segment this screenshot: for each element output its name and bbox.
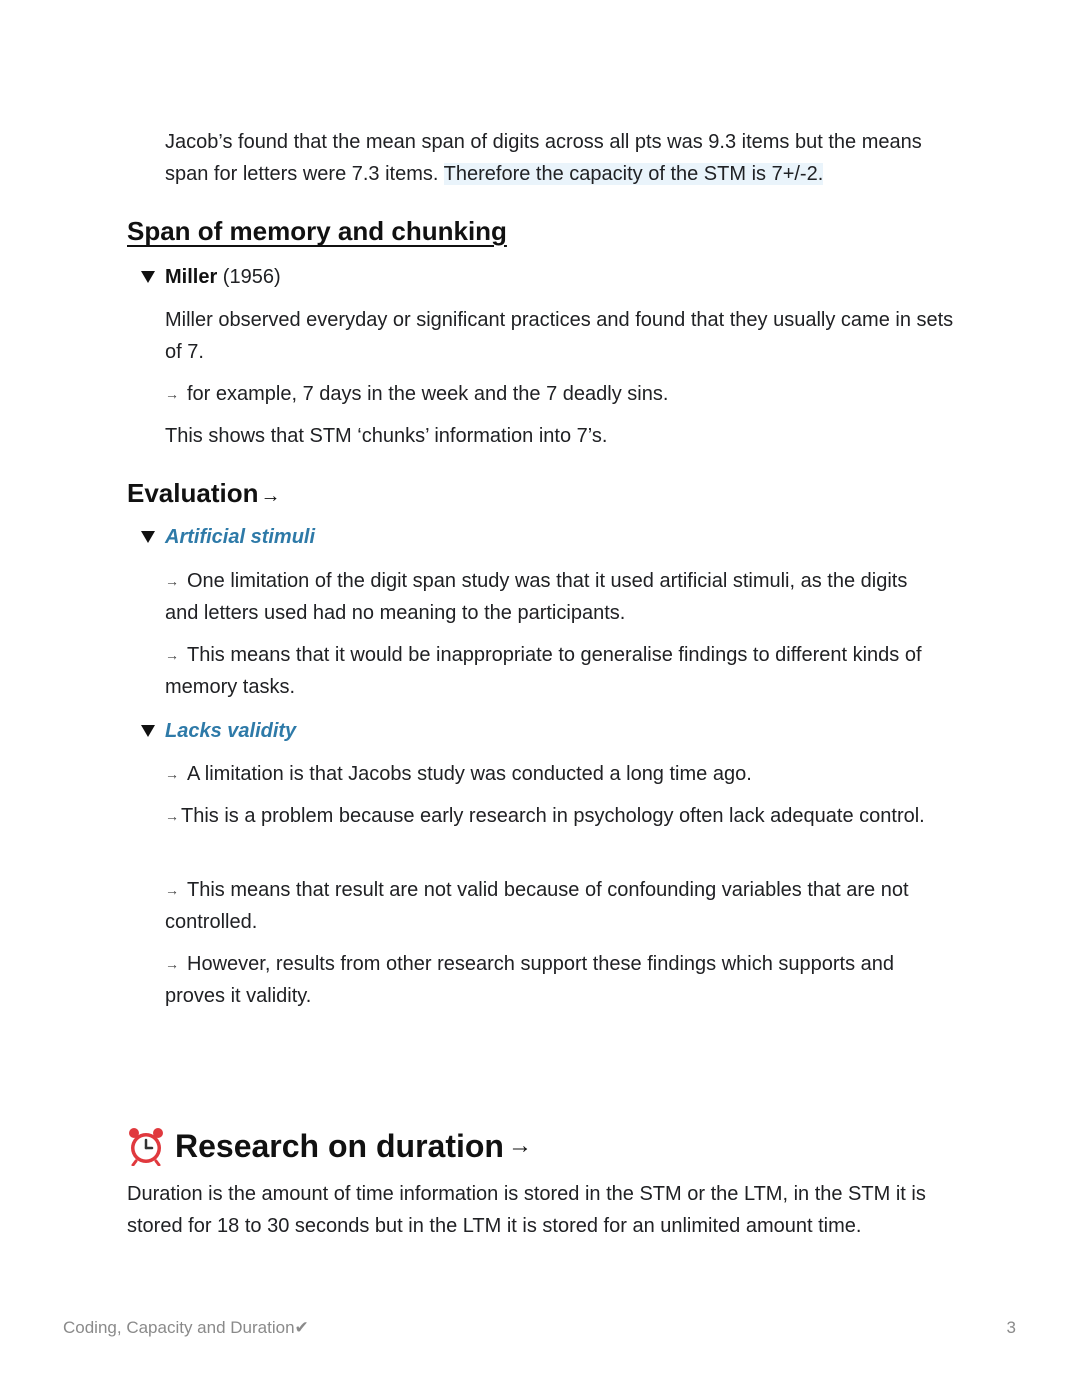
toggle-miller-year: (1956) xyxy=(217,266,281,288)
arrow-icon: → xyxy=(507,1132,532,1159)
artificial-point-2-text: This means that it would be inappropriate to generalise findings to different kinds of memory tasks. xyxy=(165,644,922,698)
intro-text: Jacob’s found that the mean span of digits across all pts was 9.3 items but the means span for letters were 7.3 items. xyxy=(165,131,922,185)
duration-heading xyxy=(127,1126,532,1166)
arrow-icon: → xyxy=(165,766,179,782)
validity-point-2 xyxy=(165,800,925,832)
toggle-artificial-stimuli-title: Artificial stimuli xyxy=(165,526,316,548)
toggle-miller-name: Miller xyxy=(165,266,218,288)
validity-point-4 xyxy=(165,948,955,1012)
page-number: 3 xyxy=(1006,1318,1016,1337)
validity-point-1 xyxy=(165,758,965,790)
toggle-miller[interactable] xyxy=(141,263,281,291)
arrow-icon: → xyxy=(165,647,179,663)
arrow-icon: → xyxy=(260,485,281,507)
evaluation-heading xyxy=(127,478,280,509)
arrow-icon: → xyxy=(165,956,179,972)
arrow-icon: → xyxy=(165,882,179,898)
arrow-icon: → xyxy=(165,386,179,402)
intro-paragraph xyxy=(165,126,965,190)
miller-example xyxy=(165,378,965,410)
validity-point-2-text: This is a problem because early research in psychology often lack adequate control. xyxy=(181,805,925,827)
miller-conclusion: This shows that STM ‘chunks’ information into 7’s. xyxy=(165,425,608,447)
span-heading: Span of memory and chunking xyxy=(127,216,507,246)
miller-example-text: for example, 7 days in the week and the 7 deadly sins. xyxy=(187,383,669,405)
arrow-icon: → xyxy=(165,573,179,589)
toggle-lacks-validity-title: Lacks validity xyxy=(165,720,297,742)
artificial-point-2 xyxy=(165,639,965,703)
toggle-triangle-icon[interactable] xyxy=(141,725,155,737)
toggle-triangle-icon[interactable] xyxy=(141,531,155,543)
validity-point-3 xyxy=(165,874,935,938)
highlighted-conclusion: Therefore the capacity of the STM is 7+/-2. xyxy=(443,163,824,185)
miller-paragraph: Miller observed everyday or significant practices and found that they usually came in sets of 7. xyxy=(165,309,954,363)
validity-point-3-text: This means that result are not valid because of confounding variables that are not controlled. xyxy=(165,879,909,933)
validity-point-1-text: A limitation is that Jacobs study was conducted a long time ago. xyxy=(187,763,752,785)
artificial-point-1-text: One limitation of the digit span study was that it used artificial stimuli, as the digits and letters used had no meaning to the participants. xyxy=(165,570,908,624)
validity-point-4-text: However, results from other research support these findings which supports and proves it validity. xyxy=(165,953,895,1007)
toggle-lacks-validity[interactable] xyxy=(141,717,296,745)
duration-heading-text: Research on duration xyxy=(175,1127,504,1164)
arrow-icon: → xyxy=(165,808,179,824)
evaluation-heading-text: Evaluation xyxy=(127,478,259,508)
alarm-clock-icon xyxy=(127,1126,165,1166)
duration-paragraph: Duration is the amount of time information is stored in the STM or the LTM, in the STM it is stored for 18 to 30 seconds but in the LTM it is stored for an unlimited amount time. xyxy=(127,1183,926,1237)
toggle-triangle-icon[interactable] xyxy=(141,271,155,283)
toggle-artificial-stimuli[interactable] xyxy=(141,523,315,551)
artificial-point-1 xyxy=(165,565,925,629)
footer-title: Coding, Capacity and Duration✔ xyxy=(63,1318,309,1337)
